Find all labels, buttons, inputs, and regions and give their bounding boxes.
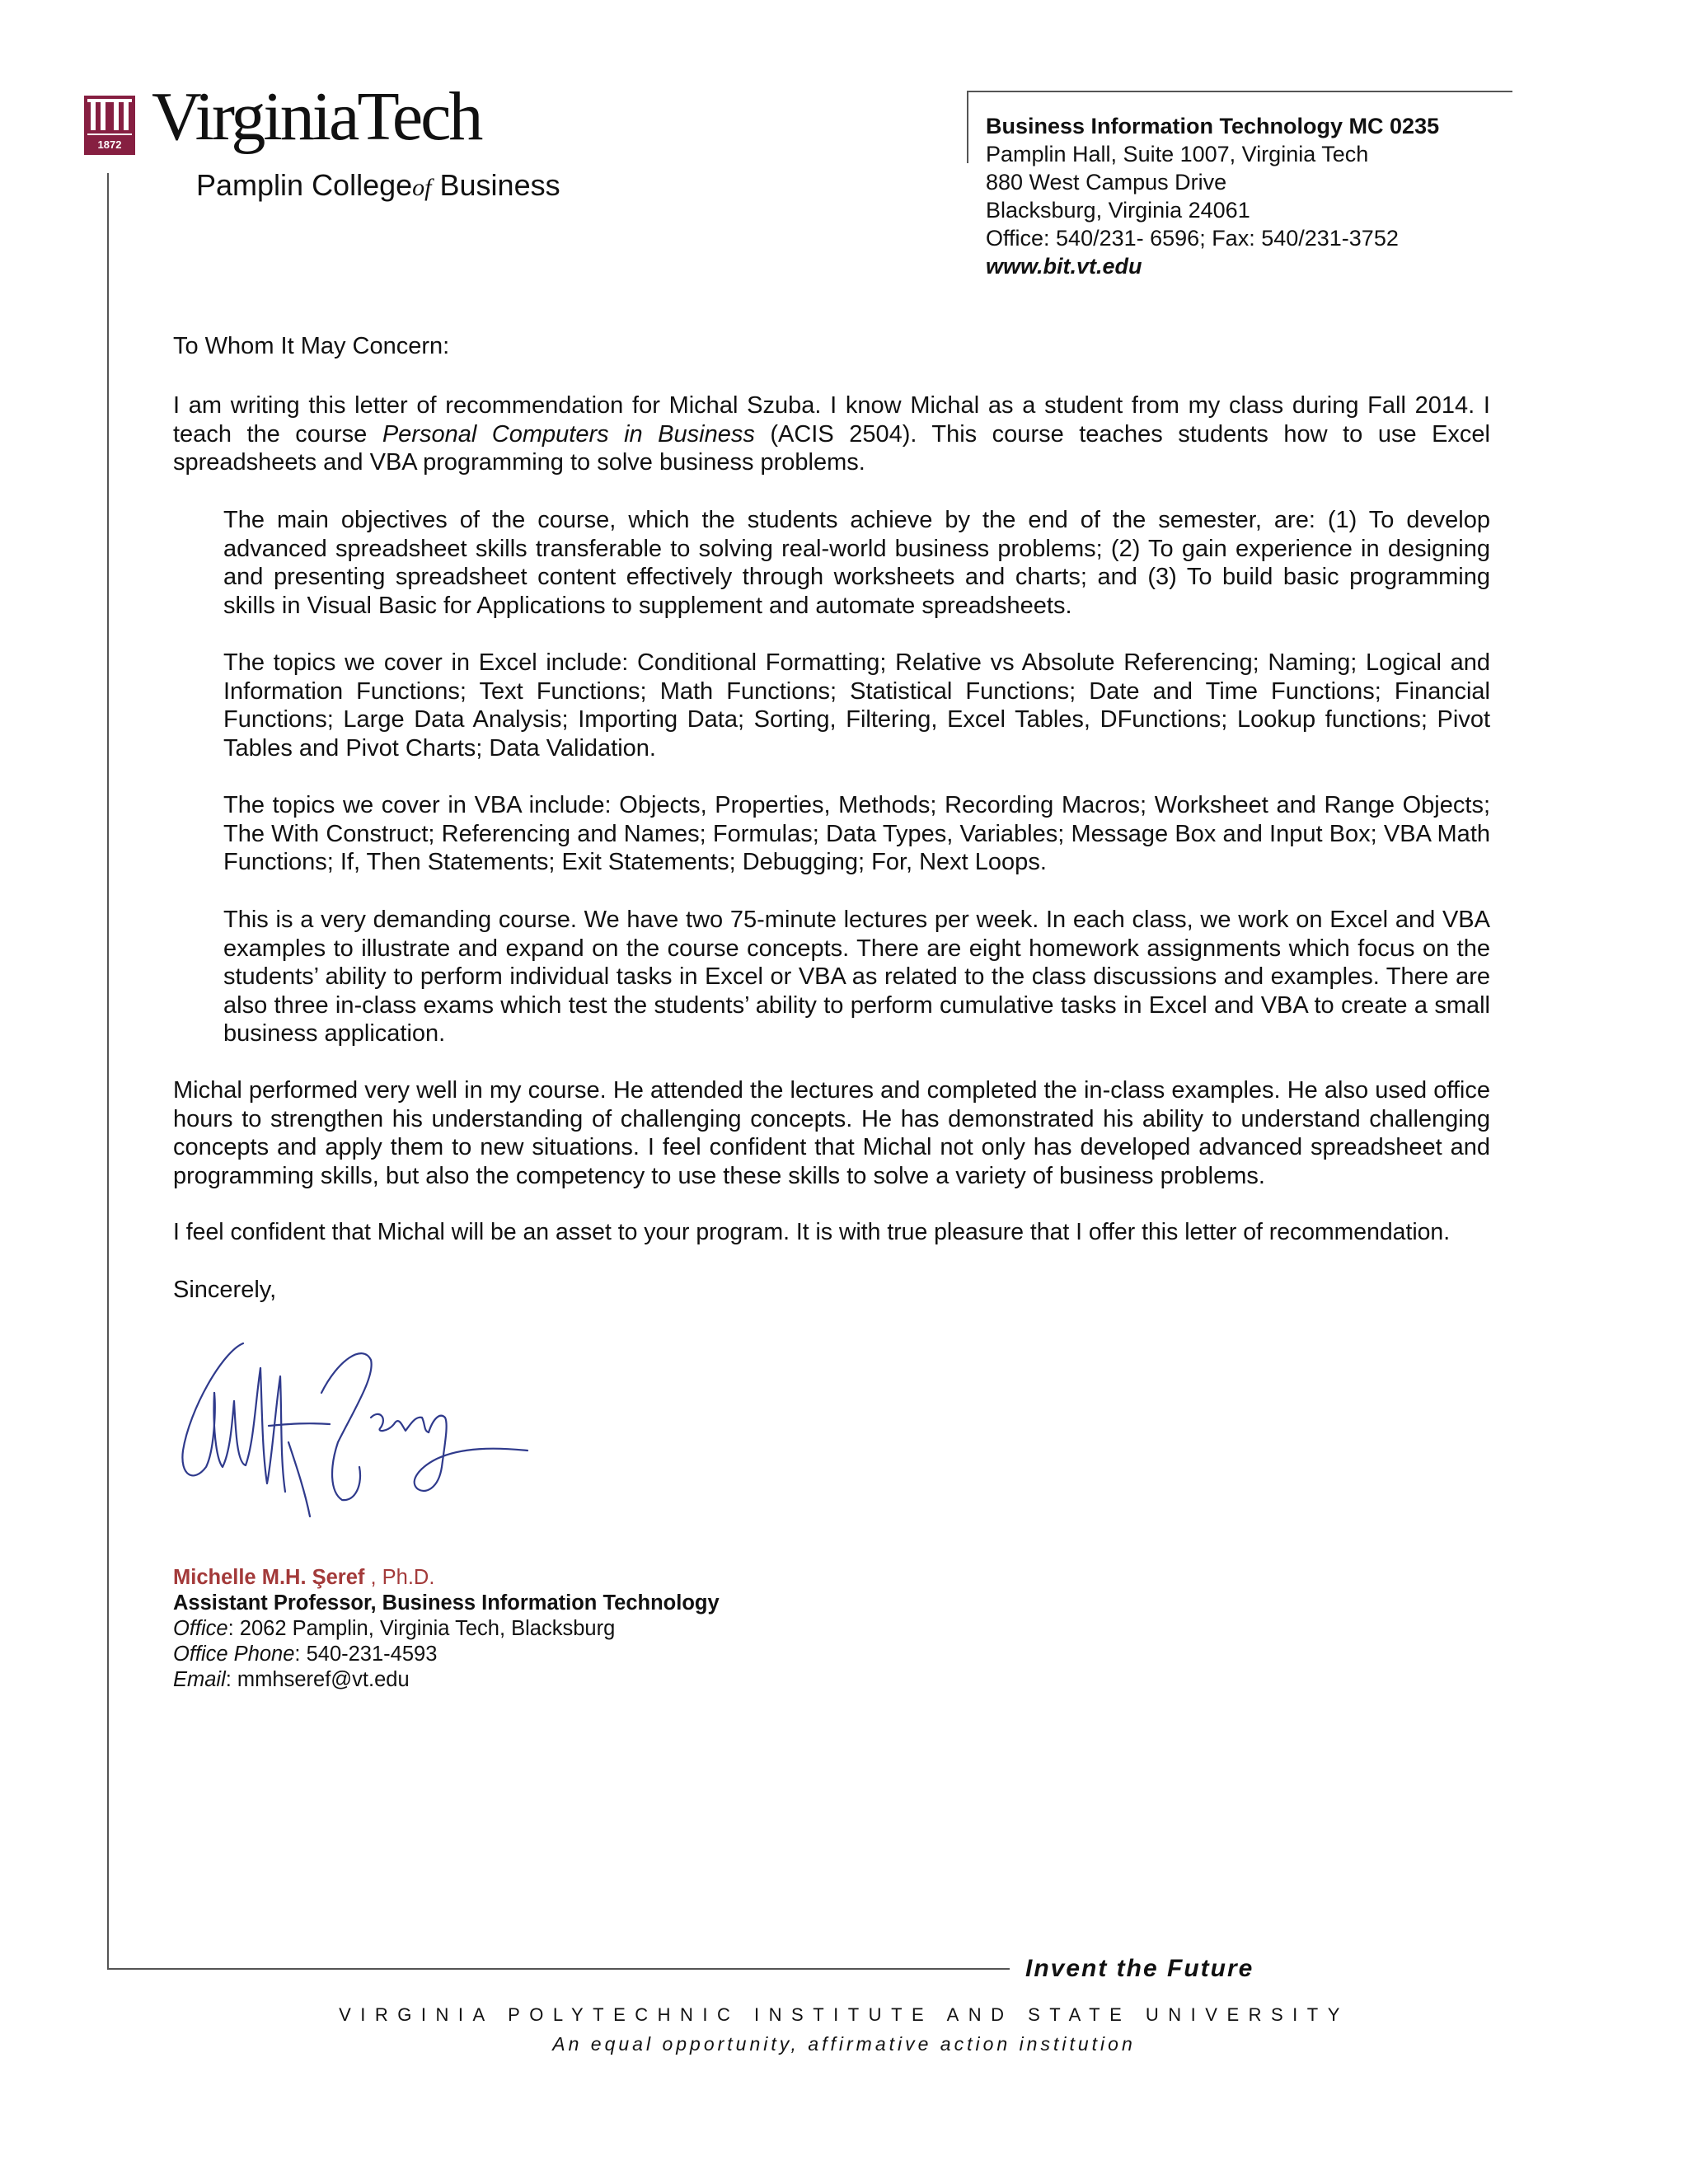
paragraph-conclusion: I feel confident that Michal will be an asset to your program. It is with true pleasure that I offer this letter of recommendation. bbox=[173, 1219, 1451, 1245]
signer-title: Assistant Professor, Business Information Technology bbox=[173, 1591, 720, 1615]
address-line: Blacksburg, Virginia 24061 bbox=[986, 198, 1250, 223]
paragraph-excel-topics: The topics we cover in Excel include: Conditional Formatting; Relative vs Absolute Referencing; Naming; Logical and Information Functions; Text Functions; Math Functions; Statistical Functions; Date and Time Functions; Financial Functions; Large Data Analysis; Importing Data; Sorting, Filtering, Excel Tables, DFunctions; Lookup functions; Pivot Tables and Pivot Charts; Data Validation. bbox=[223, 649, 1490, 762]
phone-fax: Office: 540/231- 6596; Fax: 540/231-3752 bbox=[986, 226, 1399, 251]
paragraph-performance: Michal performed very well in my course. He attended the lectures and completed the in-class examples. He also used office hours to strengthen his understanding of challenging concepts. He has demonstrated his ability to understand challenging concepts and apply them to new situations. I feel confident that Michal not only has developed advanced spreadsheet and programming skills, but also the competency to use these skills to solve a variety of business problems. bbox=[173, 1077, 1490, 1189]
signer-name: Michelle M.H. Şeref bbox=[173, 1566, 365, 1589]
paragraph-intro: I am writing this letter of recommendation for Michal Szuba. I know Michal as a student from my class during Fall 2014. I teach the course Personal Computers in Business (ACIS 2504). This course teaches students how to use Excel spreadsheets and VBA programming to solve business problems. bbox=[173, 392, 1490, 476]
website-link[interactable]: www.bit.vt.edu bbox=[986, 254, 1142, 279]
address-box-rule-vertical bbox=[967, 91, 968, 163]
footer-equal-opportunity: An equal opportunity, affirmative action institution bbox=[552, 2033, 1136, 2055]
signer-name-line bbox=[173, 1565, 720, 1591]
email-link[interactable]: : mmhseref@vt.edu bbox=[225, 1668, 410, 1691]
closing: Sincerely, bbox=[173, 1277, 277, 1303]
address-box-rule-horizontal bbox=[967, 91, 1512, 92]
address-line: Pamplin Hall, Suite 1007, Virginia Tech bbox=[986, 142, 1369, 166]
university-wordmark: VirginiaTech bbox=[152, 78, 481, 155]
footer-university-name: VIRGINIA POLYTECHNIC INSTITUTE AND STATE UNIVERSITY bbox=[339, 2004, 1349, 2025]
college-name: Pamplin Collegeof Business bbox=[196, 168, 560, 202]
signer-email: Email: mmhseref@vt.edu bbox=[173, 1668, 410, 1691]
paragraph-course-demands: This is a very demanding course. We have two 75-minute lectures per week. In each class, we work on Excel and VBA examples to illustrate and expand on the course concepts. There are eight homework assignments which focus on the students’ ability to perform individual tasks in Excel or VBA as related to the class discussions and examples. There are also three in-class exams which test the students’ ability to perform cumulative tasks in Excel and VBA to create a small business application. bbox=[223, 907, 1490, 1047]
paragraph-objectives: The main objectives of the course, which the students achieve by the end of the semester, are: (1) To develop advanced spreadsheet skills transferable to solving real-world business problems; (2) To gain experience in designing and presenting spreadsheet content effectively through worksheets and charts; and (3) To build basic programming skills in Visual Basic for Applications to supplement and automate spreadsheets. bbox=[223, 507, 1490, 619]
salutation: To Whom It May Concern: bbox=[173, 333, 450, 359]
address-line: 880 West Campus Drive bbox=[986, 170, 1227, 194]
handwritten-signature bbox=[165, 1327, 552, 1533]
department-address bbox=[986, 112, 1439, 280]
signer-office: Office: 2062 Pamplin, Virginia Tech, Blacksburg bbox=[173, 1617, 616, 1640]
seal-year: 1872 bbox=[97, 138, 122, 151]
letterhead-left-rule bbox=[107, 173, 109, 1970]
department-name: Business Information Technology MC 0235 bbox=[986, 114, 1440, 138]
signer-phone: Office Phone: 540-231-4593 bbox=[173, 1643, 438, 1666]
vt-seal-logo bbox=[84, 96, 135, 155]
footer-motto: Invent the Future bbox=[1025, 1955, 1254, 1982]
letterhead-bottom-rule bbox=[107, 1968, 1010, 1970]
course-title: Personal Computers in Business bbox=[382, 420, 755, 448]
signature-block bbox=[173, 1565, 720, 1693]
paragraph-vba-topics: The topics we cover in VBA include: Objects, Properties, Methods; Recording Macros; Worksheet and Range Objects; The With Construct; Referencing and Names; Formulas; Data Types, Variables; Message Box and Input Box; VBA Math Functions; If, Then Statements; Exit Statements; Debugging; For, Next Loops. bbox=[223, 792, 1490, 875]
signer-degree: , Ph.D. bbox=[364, 1566, 435, 1589]
